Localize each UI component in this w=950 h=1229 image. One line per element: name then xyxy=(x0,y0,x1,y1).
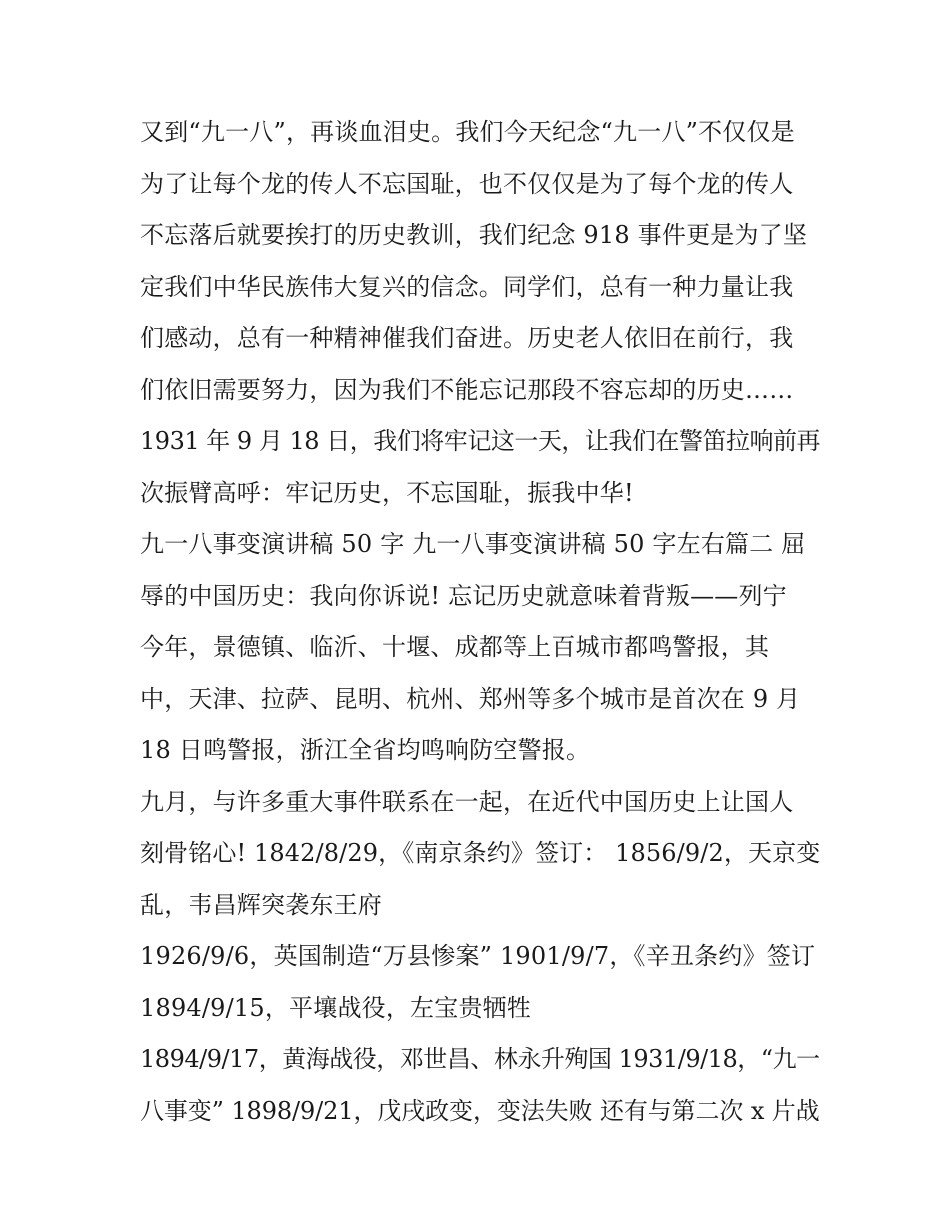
text-line: 为了让每个龙的传人不忘国耻，也不仅仅是为了每个龙的传人 xyxy=(140,169,794,198)
body-text xyxy=(140,107,820,1137)
text-line: 们依旧需要努力，因为我们不能忘记那段不容忘却的历史…… xyxy=(140,375,794,404)
text-line: 今年，景德镇、临沂、十堰、成都等上百城市都鸣警报，其 xyxy=(140,633,770,661)
text-line: 九一八事变演讲稿 50 字 九一八事变演讲稿 50 字左右篇二 屈 xyxy=(140,530,806,558)
text-line: 1926/9/6，英国制造“万县惨案” 1901/9/7，《辛丑条约》签订 xyxy=(140,942,816,970)
text-line: 刻骨铭心! 1842/8/29，《南京条约》签订： 1856/9/2，天京变 xyxy=(140,839,821,867)
text-line: 八事变” 1898/9/21，戊戌政变，变法失败 还有与第二次 x 片战 xyxy=(140,1096,820,1125)
text-line: 们感动，总有一种精神催我们奋进。历史老人依旧在前行，我 xyxy=(140,324,794,352)
text-line: 九月，与许多重大事件联系在一起，在近代中国历史上让国人 xyxy=(140,787,794,816)
text-line: 1894/9/15，平壤战役，左宝贵牺牲 xyxy=(140,993,532,1022)
text-line: 中，天津、拉萨、昆明、杭州、郑州等多个城市是首次在 9 月 xyxy=(140,684,801,713)
text-line: 定我们中华民族伟大复兴的信念。同学们，总有一种力量让我 xyxy=(140,272,794,301)
text-line: 18 日鸣警报，浙江全省均鸣响防空警报。 xyxy=(140,736,591,764)
text-line: 次振臂高呼：牢记历史，不忘国耻，振我中华! xyxy=(140,478,634,507)
text-line: 乱，韦昌辉突袭东王府 xyxy=(140,890,382,919)
text-line: 又到“九一八”，再谈血泪史。我们今天纪念“九一八”不仅仅是 xyxy=(140,118,795,146)
text-line: 不忘落后就要挨打的历史教训，我们纪念 918 事件更是为了坚 xyxy=(140,221,808,249)
text-line: 1894/9/17，黄海战役，邓世昌、林永升殉国 1931/9/18，“九一 xyxy=(140,1045,820,1073)
text-line: 1931 年 9 月 18 日，我们将牢记这一天，让我们在警笛拉响前再 xyxy=(140,427,821,455)
text-line: 辱的中国历史：我向你诉说! 忘记历史就意味着背叛——列宁 xyxy=(140,581,787,610)
